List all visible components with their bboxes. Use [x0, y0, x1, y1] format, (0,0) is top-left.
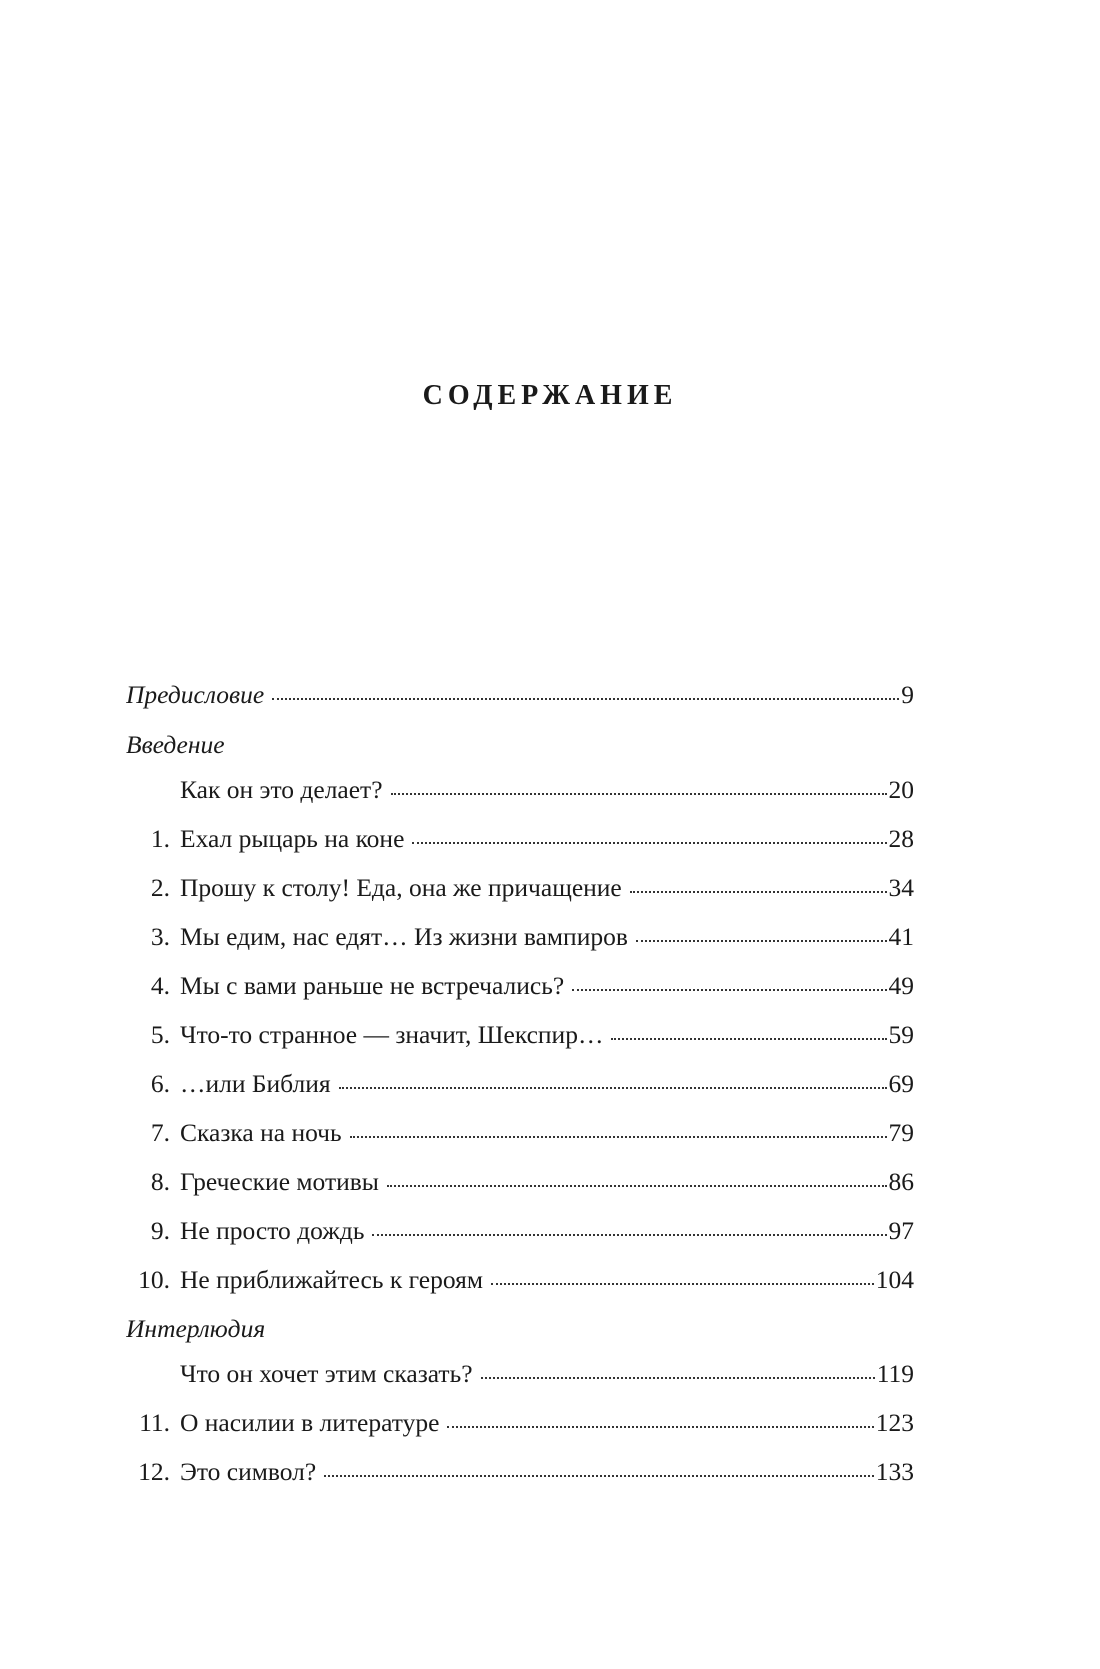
toc-entry-text: [170, 1010, 914, 1059]
dot-leader: [339, 1086, 887, 1089]
toc-entry-label: Сказка на ночь: [180, 1118, 342, 1147]
toc-page-number: 28: [888, 824, 914, 853]
toc-entry-number: 8.: [150, 1167, 170, 1196]
toc-section-label: Введение: [126, 730, 225, 759]
toc-entry-label: Мы едим, нас едят… Из жизни вампиров: [180, 922, 628, 951]
toc-page-number: 69: [888, 1069, 914, 1098]
toc-entry-text: [170, 1157, 914, 1206]
toc-entry-chapter[interactable]: [126, 1157, 914, 1206]
toc-entry-chapter[interactable]: [126, 1010, 914, 1059]
toc-entry-intro[interactable]: [126, 765, 914, 814]
table-of-contents: [126, 670, 914, 1496]
toc-entry-text: [170, 961, 914, 1010]
page-title: СОДЕРЖАНИЕ: [422, 380, 678, 411]
toc-page-number: 133: [875, 1457, 914, 1486]
toc-page-number: 20: [888, 775, 914, 804]
dot-leader: [572, 988, 886, 991]
dot-leader: [372, 1233, 886, 1236]
toc-page-number: 123: [875, 1408, 914, 1437]
toc-entry-number: 2.: [150, 873, 170, 902]
toc-entry-text: [170, 1349, 914, 1398]
dot-leader: [387, 1184, 887, 1187]
toc-page-number: 41: [888, 922, 914, 951]
toc-entry-number: 11.: [139, 1408, 170, 1437]
toc-entry-chapter[interactable]: [126, 1206, 914, 1255]
toc-entry-number: 9.: [150, 1216, 170, 1245]
toc-entry-chapter[interactable]: [126, 961, 914, 1010]
toc-page-number: 49: [888, 971, 914, 1000]
toc-entry-number: 10.: [138, 1265, 170, 1294]
dot-leader: [636, 939, 887, 942]
toc-entry-chapter[interactable]: [126, 1059, 914, 1108]
toc-entry-label: Предисловие: [126, 680, 265, 709]
toc-entry-number: 7.: [150, 1118, 170, 1147]
toc-entry-label: Это символ?: [180, 1457, 317, 1486]
toc-entry-chapter[interactable]: [126, 863, 914, 912]
toc-entry-label: Как он это делает?: [180, 775, 383, 804]
toc-page-number: 34: [888, 873, 914, 902]
toc-entry-number: 1.: [150, 824, 170, 853]
toc-entry-label: Что-то странное — значит, Шекспир…: [180, 1020, 604, 1049]
toc-entry-text: [170, 1398, 914, 1447]
toc-entry-chapter[interactable]: [126, 814, 914, 863]
toc-entry-chapter[interactable]: [126, 912, 914, 961]
toc-entry-text: [170, 912, 914, 961]
toc-entry-label: Мы с вами раньше не встречались?: [180, 971, 565, 1000]
toc-entry-number: 5.: [150, 1020, 170, 1049]
dot-leader: [391, 792, 887, 795]
toc-entry-label: О насилии в литературе: [180, 1408, 440, 1437]
toc-entry-label: Прошу к столу! Еда, она же причащение: [180, 873, 622, 902]
toc-entry-number: 3.: [150, 922, 170, 951]
toc-page-number: 86: [888, 1167, 914, 1196]
toc-entry-label: Не просто дождь: [180, 1216, 365, 1245]
toc-entry-text: [170, 863, 914, 912]
dot-leader: [324, 1474, 874, 1477]
toc-entry-text: [170, 1108, 914, 1157]
toc-entry-text: [126, 720, 914, 769]
toc-entry-label: Ехал рыцарь на коне: [180, 824, 405, 853]
toc-page-number: 97: [888, 1216, 914, 1245]
toc-entry-label: Не приближайтесь к героям: [180, 1265, 483, 1294]
toc-entry-label: Греческие мотивы: [180, 1167, 379, 1196]
toc-page-number: 119: [876, 1359, 914, 1388]
toc-section-heading-intro: [126, 720, 914, 765]
toc-entry-chapter[interactable]: [126, 1398, 914, 1447]
dot-leader: [447, 1425, 873, 1428]
toc-entry-text: [170, 814, 914, 863]
toc-entry-text: [170, 1255, 914, 1304]
dot-leader: [611, 1037, 886, 1040]
toc-entry-text: [170, 1447, 914, 1496]
toc-entry-label: …или Библия: [180, 1069, 331, 1098]
dot-leader: [630, 890, 887, 893]
dot-leader: [412, 841, 886, 844]
dot-leader: [350, 1135, 887, 1138]
toc-page-number: 59: [888, 1020, 914, 1049]
toc-page-number: 79: [888, 1118, 914, 1147]
dot-leader: [272, 697, 899, 700]
toc-entry-text: [170, 765, 914, 814]
toc-page-number: 9: [901, 680, 914, 709]
toc-entry-label: Что он хочет этим сказать?: [180, 1359, 473, 1388]
toc-entry-text: [126, 1304, 914, 1353]
dot-leader: [491, 1282, 874, 1285]
toc-section-label: Интерлюдия: [126, 1314, 266, 1343]
toc-entry-text: [170, 1059, 914, 1108]
dot-leader: [481, 1376, 875, 1379]
toc-entry-number: 4.: [150, 971, 170, 1000]
toc-entry-number: 6.: [150, 1069, 170, 1098]
toc-entry-preface[interactable]: [126, 670, 914, 720]
toc-entry-chapter[interactable]: [126, 1108, 914, 1157]
toc-section-heading-interlude: [126, 1304, 914, 1349]
toc-entry-chapter[interactable]: [126, 1447, 914, 1496]
toc-entry-text: [170, 1206, 914, 1255]
toc-entry-text: [126, 670, 914, 719]
toc-entry-number: 12.: [138, 1457, 170, 1486]
toc-entry-interlude[interactable]: [126, 1349, 914, 1398]
toc-page-number: 104: [875, 1265, 914, 1294]
toc-entry-chapter[interactable]: [126, 1255, 914, 1304]
